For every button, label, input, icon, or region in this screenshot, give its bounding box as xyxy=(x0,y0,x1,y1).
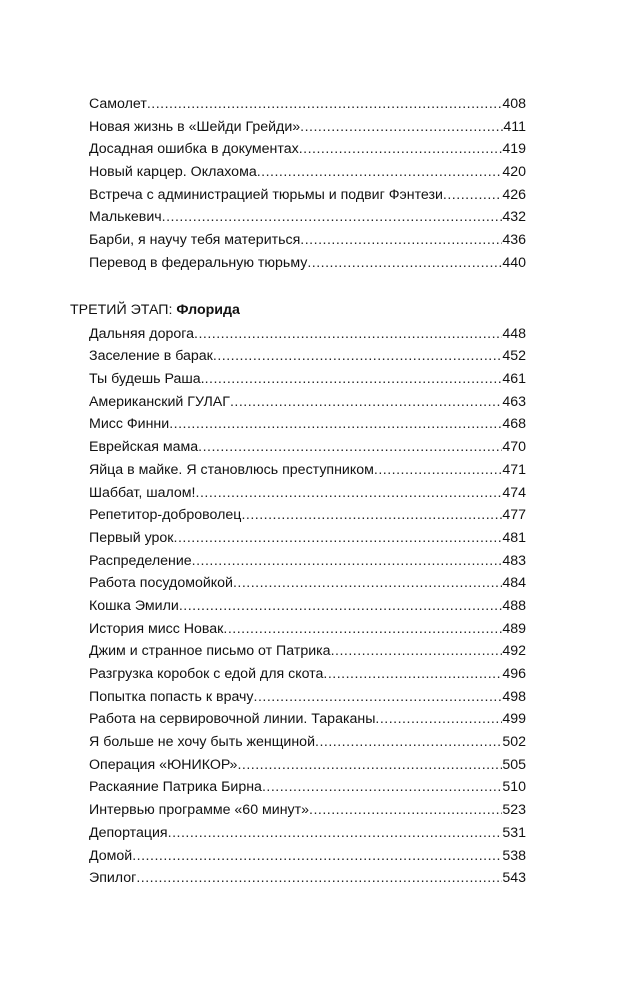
dot-leader xyxy=(257,161,503,184)
toc-entry-page-number: 448 xyxy=(502,325,526,342)
dot-leader xyxy=(205,368,503,391)
dot-leader xyxy=(241,504,502,527)
toc-entry-page-number: 471 xyxy=(502,461,526,478)
toc-entry-page-number: 492 xyxy=(502,643,526,660)
toc-entry-page-number: 505 xyxy=(502,756,526,773)
toc-entry xyxy=(89,161,526,184)
section-heading-title: Флорида xyxy=(176,302,240,318)
toc-entry-title: Кошка Эмили xyxy=(89,597,179,614)
dot-leader xyxy=(168,822,503,845)
dot-leader xyxy=(300,229,502,252)
toc-entry-title: История мисс Новак xyxy=(89,620,224,637)
toc-entry-title: Работа на сервировочной линии. Тараканы xyxy=(89,711,376,728)
toc-entry-page-number: 432 xyxy=(502,209,526,226)
toc-entry-page-number: 452 xyxy=(502,348,526,365)
dot-leader xyxy=(323,663,502,686)
toc-entry-title: Встреча с администрацией тюрьмы и подвиг Фэнтези xyxy=(89,186,443,203)
dot-leader xyxy=(223,618,502,641)
toc-entry-title: Дальняя дорога xyxy=(89,325,195,342)
toc-section-florida xyxy=(0,299,619,890)
toc-entry xyxy=(89,867,526,890)
toc-entry xyxy=(89,345,526,368)
toc-entry xyxy=(89,436,526,459)
toc-entry-page-number: 489 xyxy=(502,620,526,637)
toc-entry xyxy=(89,595,526,618)
dot-leader xyxy=(194,323,502,346)
toc-entry-title: Я больше не хочу быть женщиной xyxy=(89,734,316,751)
dot-leader xyxy=(233,572,502,595)
toc-entry-page-number: 463 xyxy=(502,393,526,410)
dot-leader xyxy=(198,436,502,459)
toc-entry xyxy=(89,206,526,229)
dot-leader xyxy=(300,116,503,139)
toc-entry xyxy=(89,686,526,709)
dot-leader xyxy=(169,413,502,436)
toc-entry-page-number: 531 xyxy=(502,824,526,841)
toc-entry-page-number: 477 xyxy=(502,507,526,524)
dot-leader xyxy=(136,867,502,890)
toc-entry-title: Малькевич xyxy=(89,209,162,226)
toc-entry xyxy=(89,663,526,686)
dot-leader xyxy=(196,482,503,505)
toc-entry-title: Эпилог xyxy=(89,870,137,887)
toc-section-previous-part xyxy=(0,93,619,275)
dot-leader xyxy=(162,206,503,229)
toc-entry-page-number: 419 xyxy=(502,141,526,158)
dot-leader xyxy=(309,799,502,822)
toc-entry-page-number: 483 xyxy=(502,552,526,569)
toc-entry-title: Самолет xyxy=(89,96,147,112)
toc-entry-title: Новый карцер. Оклахома xyxy=(89,164,257,181)
toc-entry-page-number: 440 xyxy=(502,254,526,271)
dot-leader xyxy=(192,550,503,573)
toc-entry-page-number: 411 xyxy=(503,118,526,135)
toc-entry-page-number: 523 xyxy=(502,802,526,819)
toc-entry-page-number: 426 xyxy=(502,186,526,203)
toc-entry xyxy=(89,413,526,436)
toc-entry-title: Первый урок xyxy=(89,529,174,546)
toc-entry xyxy=(89,459,526,482)
toc-entry xyxy=(89,504,526,527)
toc-entry xyxy=(89,640,526,663)
dot-leader xyxy=(174,527,503,550)
toc-entry-title: Заселение в барак xyxy=(89,348,213,365)
toc-entry-page-number: 420 xyxy=(502,164,526,181)
toc-entry xyxy=(89,93,526,116)
toc-entry-page-number: 543 xyxy=(502,870,526,887)
toc-entry-page-number: 502 xyxy=(502,734,526,751)
toc-entry-title: Барби, я научу тебя материться xyxy=(89,232,301,249)
toc-entry-title: Американский ГУЛАГ xyxy=(89,393,230,410)
dot-leader xyxy=(230,391,502,414)
toc-entry-page-number: 538 xyxy=(502,847,526,864)
toc-entry-title: Еврейская мама xyxy=(89,439,199,456)
toc-entry-page-number: 461 xyxy=(502,371,526,388)
dot-leader xyxy=(262,776,502,799)
dot-leader xyxy=(443,184,502,207)
dot-leader xyxy=(307,252,502,275)
dot-leader xyxy=(315,731,502,754)
toc-entry xyxy=(89,731,526,754)
section-heading-prefix: ТРЕТИЙ ЭТАП: xyxy=(70,302,177,318)
toc-entry-page-number: 468 xyxy=(502,416,526,433)
toc-entry-page-number: 499 xyxy=(502,711,526,728)
toc-entry-title: Раскаяние Патрика Бирна xyxy=(89,779,262,796)
toc-entry-title: Домой xyxy=(89,847,133,864)
toc-entry xyxy=(89,754,526,777)
toc-entry xyxy=(89,116,526,139)
toc-entry-title: Интервью программе «60 минут» xyxy=(89,802,310,819)
toc-entry xyxy=(89,799,526,822)
toc-entry-title: Депортация xyxy=(89,824,168,841)
toc-entry-title: Новая жизнь в «Шейди Грейди» xyxy=(89,118,301,135)
toc-entry-title: Ты будешь Раша. xyxy=(89,371,205,388)
toc-entry xyxy=(89,618,526,641)
toc-entry xyxy=(89,822,526,845)
toc-entry xyxy=(89,482,526,505)
dot-leader xyxy=(213,345,502,368)
toc-entry-title: Джим и странное письмо от Патрика xyxy=(89,643,331,660)
toc-entry xyxy=(89,368,526,391)
dot-leader xyxy=(299,138,503,161)
toc-entry-page-number: 496 xyxy=(502,666,526,682)
toc-list xyxy=(0,93,619,275)
toc-entry xyxy=(89,776,526,799)
dot-leader xyxy=(254,686,503,709)
toc-entry-title: Мисс Финни xyxy=(89,416,170,433)
toc-entry-page-number: 484 xyxy=(502,575,526,592)
toc-entry-page-number: 488 xyxy=(502,597,526,614)
toc-entry xyxy=(89,527,526,550)
toc-entry-page-number: 470 xyxy=(502,439,526,456)
toc-entry xyxy=(89,391,526,414)
toc-entry-page-number: 498 xyxy=(502,688,526,705)
toc-entry-title: Яйца в майке. Я становлюсь преступником xyxy=(89,461,374,478)
section-heading xyxy=(70,299,619,322)
toc-entry-page-number: 510 xyxy=(502,779,526,796)
toc-entry-title: Перевод в федеральную тюрьму xyxy=(89,254,308,271)
toc-entry xyxy=(89,229,526,252)
dot-leader xyxy=(132,845,502,868)
toc-entry xyxy=(89,550,526,573)
toc-entry xyxy=(89,845,526,868)
dot-leader xyxy=(147,93,503,116)
toc-entry-title: Операция «ЮНИКОР» xyxy=(89,756,238,773)
dot-leader xyxy=(375,708,502,731)
toc-entry xyxy=(89,184,526,207)
toc-entry-page-number: 408 xyxy=(502,96,526,112)
toc-entry xyxy=(89,708,526,731)
toc-entry-title: Шаббат, шалом! xyxy=(89,484,196,501)
toc-entry-title: Распределение xyxy=(89,552,192,569)
toc-entry xyxy=(89,252,526,275)
toc-entry-page-number: 474 xyxy=(502,484,526,501)
dot-leader xyxy=(179,595,503,618)
toc-entry-title: Досадная ошибка в документах xyxy=(89,141,299,158)
toc-entry-title: Разгрузка коробок с едой для скота xyxy=(89,666,324,682)
toc-entry xyxy=(89,572,526,595)
toc-entry-page-number: 436 xyxy=(502,232,526,249)
toc-entry-title: Репетитор-доброволец xyxy=(89,507,242,524)
dot-leader xyxy=(331,640,503,663)
toc-entry-title: Попытка попасть к врачу xyxy=(89,688,254,705)
dot-leader xyxy=(237,754,502,777)
toc-entry-title: Работа посудомойкой xyxy=(89,575,233,592)
dot-leader xyxy=(374,459,502,482)
toc-entry-page-number: 481 xyxy=(502,529,526,546)
toc-list xyxy=(0,323,619,890)
toc-entry xyxy=(89,323,526,346)
toc-entry xyxy=(89,138,526,161)
